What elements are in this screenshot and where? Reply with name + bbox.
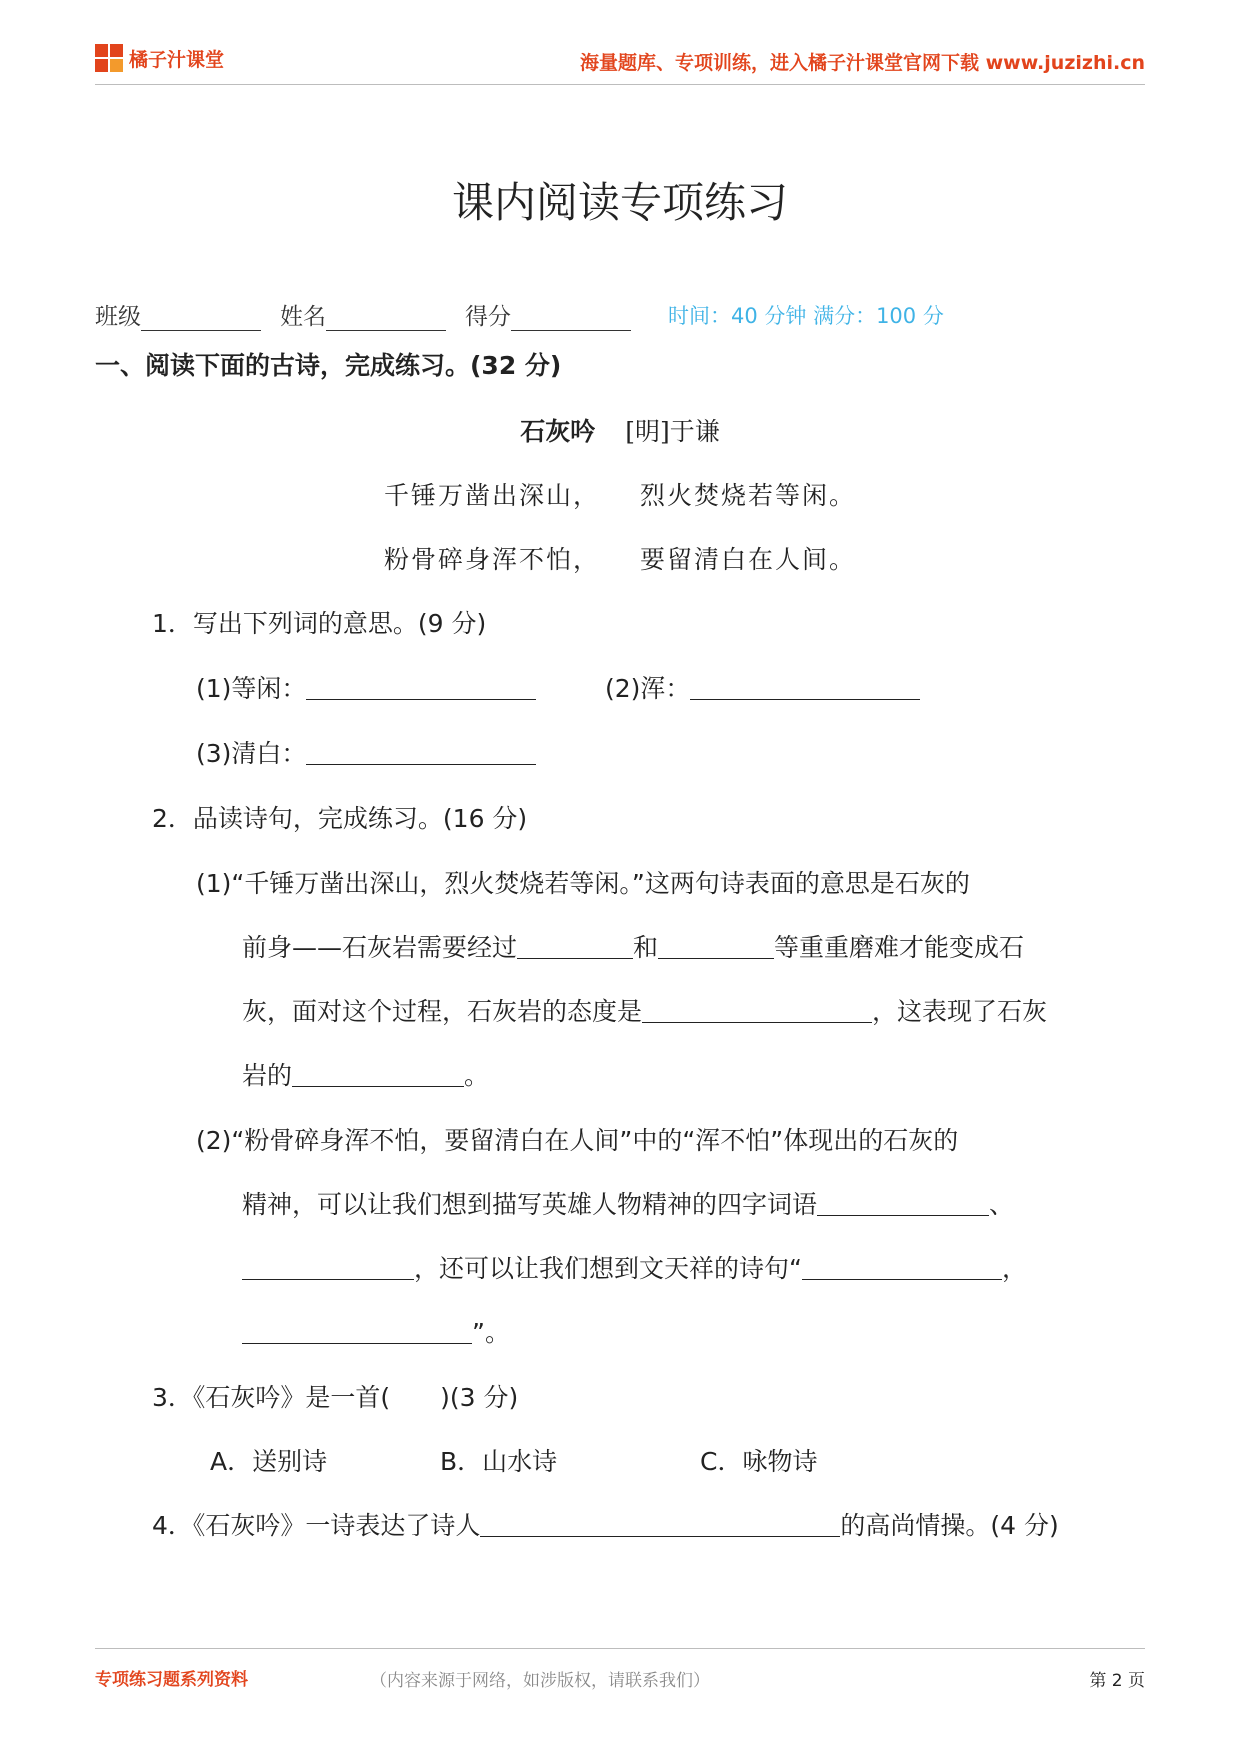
- answer-blank[interactable]: [306, 740, 536, 765]
- text: 的高尚情操。(4 分): [840, 1511, 1059, 1540]
- text: 4．《石灰吟》一诗表达了诗人: [152, 1511, 481, 1540]
- option-c[interactable]: C．咏物诗: [700, 1447, 818, 1476]
- poem-line-first-half: 千锤万凿出深山，: [383, 481, 600, 510]
- question-1-item-3: [196, 734, 536, 770]
- answer-blank[interactable]: [242, 1255, 414, 1280]
- text: 和: [633, 933, 659, 962]
- question-2-part-1-line: [242, 928, 1024, 964]
- question-1-item-2: [605, 669, 920, 705]
- poem-line-second-half: 烈火焚烧若等闲。: [640, 481, 857, 510]
- name-field: [280, 298, 446, 331]
- item-label: (2)浑：: [605, 674, 691, 703]
- logo-text: 橘子汁课堂: [129, 48, 225, 71]
- answer-blank[interactable]: [306, 675, 536, 700]
- brand-logo: [95, 44, 224, 72]
- header-slogan: 海量题库、专项训练，进入橘子汁课堂官网下载 www.juzizhi.cn: [580, 52, 1145, 74]
- answer-blank[interactable]: [242, 1319, 472, 1344]
- score-blank[interactable]: [511, 308, 631, 331]
- header-divider: [95, 84, 1145, 85]
- footer-copyright-note: （内容来源于网络，如涉版权，请联系我们）: [370, 1671, 710, 1691]
- question-1-item-1: [196, 669, 536, 705]
- page-number: [1089, 1666, 1145, 1691]
- text: ，还可以让我们想到文天祥的诗句“: [414, 1254, 802, 1283]
- poem-line: [0, 476, 1240, 512]
- question-2-part-2-line: [242, 1249, 1027, 1285]
- text: 、: [989, 1190, 1015, 1219]
- poem-title: 石灰吟: [520, 417, 596, 446]
- question-3-stem: 3．《石灰吟》是一首( )(3 分): [152, 1383, 519, 1412]
- answer-blank[interactable]: [658, 934, 774, 959]
- text: 前身——石灰岩需要经过: [242, 933, 518, 962]
- question-4-stem: [152, 1506, 1059, 1542]
- time-score-info: 时间：40 分钟 满分：100 分: [668, 304, 944, 328]
- name-label: 姓名: [280, 304, 326, 330]
- page-suffix: 页: [1128, 1671, 1145, 1691]
- answer-blank[interactable]: [517, 934, 633, 959]
- poem-author: [明]于谦: [625, 417, 720, 446]
- text: 等重重磨难才能变成石: [774, 933, 1025, 962]
- answer-blank[interactable]: [642, 998, 872, 1023]
- option-a[interactable]: A．送别诗: [210, 1447, 328, 1476]
- item-label: (3)清白：: [196, 739, 307, 768]
- question-2-part-1-line: (1)“千锤万凿出深山，烈火焚烧若等闲。”这两句诗表面的意思是石灰的: [196, 869, 970, 898]
- text: ，: [1001, 1254, 1027, 1283]
- poem-line-second-half: 要留清白在人间。: [640, 545, 857, 574]
- question-1-stem: 1．写出下列词的意思。(9 分): [152, 609, 487, 638]
- poem-line-first-half: 粉骨碎身浑不怕，: [383, 545, 600, 574]
- page-value: 2: [1111, 1671, 1123, 1691]
- name-blank[interactable]: [326, 308, 446, 331]
- question-2-part-1-line: [242, 1056, 489, 1092]
- text: ，这表现了石灰: [872, 997, 1048, 1026]
- answer-blank[interactable]: [292, 1062, 464, 1087]
- text: ”。: [472, 1318, 510, 1347]
- answer-blank[interactable]: [690, 675, 920, 700]
- question-2-stem: 2．品读诗句，完成练习。(16 分): [152, 804, 528, 833]
- option-b[interactable]: B．山水诗: [440, 1447, 558, 1476]
- poem-header: [0, 412, 1240, 448]
- footer-divider: [95, 1648, 1145, 1649]
- answer-blank[interactable]: [480, 1512, 840, 1537]
- question-2-part-2-line: (2)“粉骨碎身浑不怕，要留清白在人间”中的“浑不怕”体现出的石灰的: [196, 1126, 959, 1155]
- class-field: [95, 298, 261, 331]
- section-heading: 一、阅读下面的古诗，完成练习。(32 分): [95, 351, 562, 380]
- text: 精神，可以让我们想到描写英雄人物精神的四字词语: [242, 1190, 818, 1219]
- page-title: 课内阅读专项练习: [451, 178, 788, 227]
- poem-line: [0, 540, 1240, 576]
- question-2-part-1-line: [242, 992, 1047, 1028]
- text: 灰，面对这个过程，石灰岩的态度是: [242, 997, 643, 1026]
- item-label: (1)等闲：: [196, 674, 307, 703]
- footer-series-label: 专项练习题系列资料: [95, 1670, 248, 1690]
- text: 。: [464, 1061, 490, 1090]
- answer-blank[interactable]: [817, 1191, 989, 1216]
- question-2-part-2-line: [242, 1313, 510, 1349]
- logo-icon: [95, 44, 123, 72]
- text: 岩的: [242, 1061, 293, 1090]
- class-blank[interactable]: [141, 308, 261, 331]
- answer-blank[interactable]: [802, 1255, 1002, 1280]
- class-label: 班级: [95, 304, 141, 330]
- page-prefix: 第: [1089, 1671, 1107, 1691]
- score-field: [465, 298, 631, 331]
- question-2-part-2-line: [242, 1185, 1014, 1221]
- score-label: 得分: [465, 304, 511, 330]
